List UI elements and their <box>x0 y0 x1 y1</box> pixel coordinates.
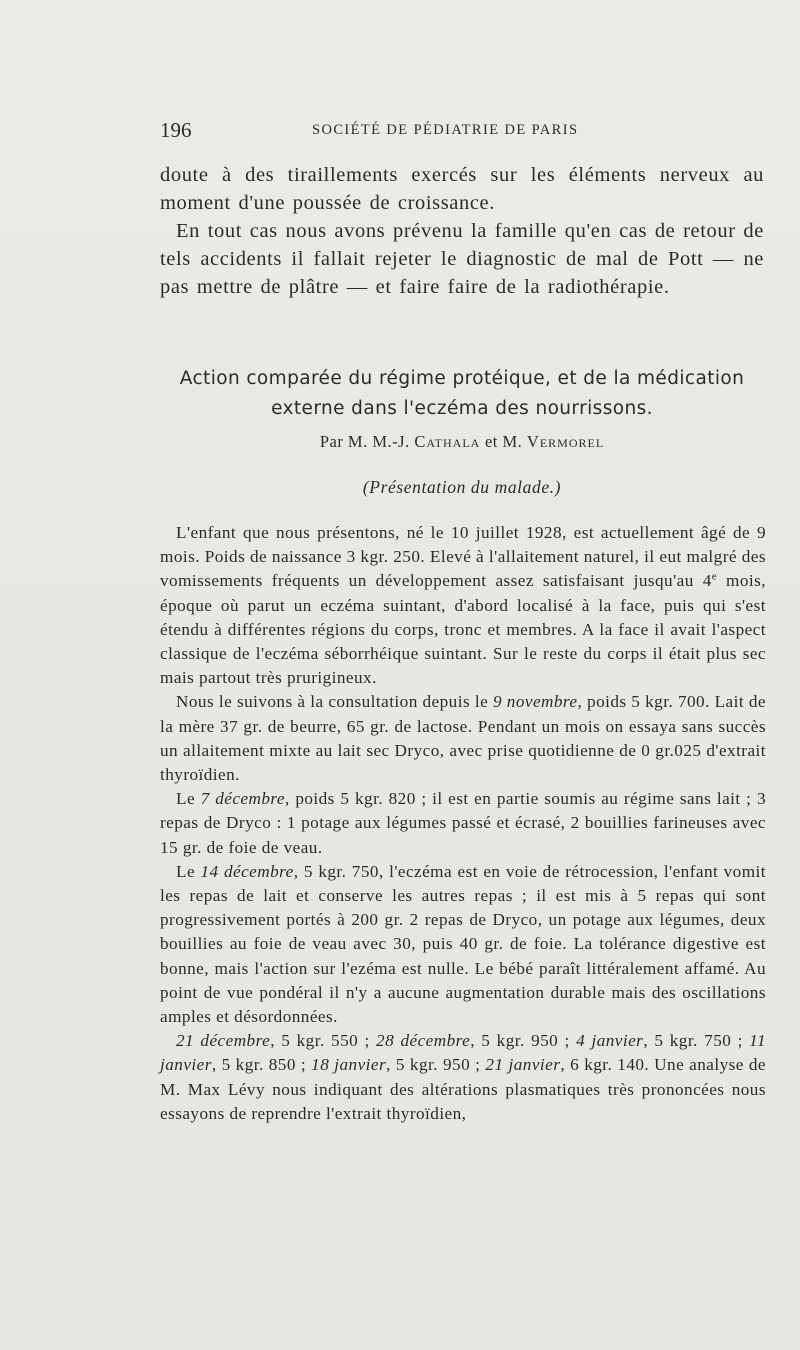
article-title <box>150 364 774 424</box>
intro-paragraph-2: En tout cas nous avons prévenu la famille qu'en cas de retour de tels accidents il fallait rejeter le diagnostic de mal de Pott — ne pas mettre de plâtre — et faire faire de la radiothérapie. <box>160 220 764 298</box>
article-title-line-1: Action comparée du régime protéique, et de la médication <box>179 368 745 389</box>
presentation-note: (Présentation du malade.) <box>362 477 562 497</box>
article-paragraph-4: Le 14 décembre, 5 kgr. 750, l'eczéma est en voie de rétrocession, l'enfant vomit les repas de lait et conserve les autres repas ; il est mis à 5 repas qui sont progressivement portés à 200 gr. 2 repas de Dryco, un potage aux légumes, deux bouillies au foie de veau avec 30, puis 40 gr. de foie. La tolérance digestive est bonne, mais l'action sur l'ezéma est nulle. Le bébé paraît littéralement affamé. Au point de vue pondéral il n'y a aucune augmentation durable mais des oscillations amples et désordonnées. <box>160 861 766 1027</box>
author-1: Cathala <box>414 432 481 451</box>
page-header <box>160 118 760 148</box>
article-paragraph-2: Nous le suivons à la consultation depuis le 9 novembre, poids 5 kgr. 700. Lait de la mère 37 gr. de beurre, 65 gr. de lactose. Pendant un mois on essaya sans succès un allaitement mixte au lait sec Dryco, avec prise quotidienne de 0 gr.025 d'extrait thyroïdien. <box>160 692 766 785</box>
author-2: Vermorel <box>526 432 605 451</box>
article-body <box>160 521 766 1126</box>
intro-text <box>160 161 764 301</box>
article-authors <box>160 432 764 452</box>
running-head: SOCIÉTÉ DE PÉDIATRIE DE PARIS <box>312 122 579 138</box>
page-number: 196 <box>160 118 192 142</box>
article-title-line-2: externe dans l'eczéma des nourrissons. <box>271 398 653 419</box>
intro-paragraph-1: doute à des tiraillements exercés sur les éléments nerveux au moment d'une poussée de croissance. <box>160 164 764 214</box>
authors-prefix: Par M. M.-J. <box>319 432 410 451</box>
article-paragraph-5: 21 décembre, 5 kgr. 550 ; 28 décembre, 5 kgr. 950 ; 4 janvier, 5 kgr. 750 ; 11 janvier, 5 kgr. 850 ; 18 janvier, 5 kgr. 950 ; 21 janvier, 6 kgr. 140. Une analyse de M. Max Lévy nous indiquant des altérations plasmatiques très prononcées nous essayons de reprendre l'extrait thyroïdien, <box>160 1031 767 1123</box>
authors-join: et M. <box>484 432 523 451</box>
article-paragraph-3: Le 7 décembre, poids 5 kgr. 820 ; il est en partie soumis au régime sans lait ; 3 repas de Dryco : 1 potage aux légumes passé et écrasé, 2 bouillies farineuses avec 15 gr. de foie de veau. <box>160 789 767 857</box>
article-paragraph-1: L'enfant que nous présentons, né le 10 juillet 1928, est actuellement âgé de 9 mois. Poids de naissance 3 kgr. 250. Elevé à l'allaitement naturel, il eut malgré des vomissements fréquents un développement assez satisfaisant jusqu'au 4e mois, époque où parut un eczéma suintant, d'abord localisé à la face, puis qui s'est étendu à différentes régions du corps, tronc et membres. A la face il avait l'aspect classique de l'eczéma séborrhéique suintant. Sur le reste du corps il était plus sec mais partout très prurigineux. <box>160 523 766 688</box>
